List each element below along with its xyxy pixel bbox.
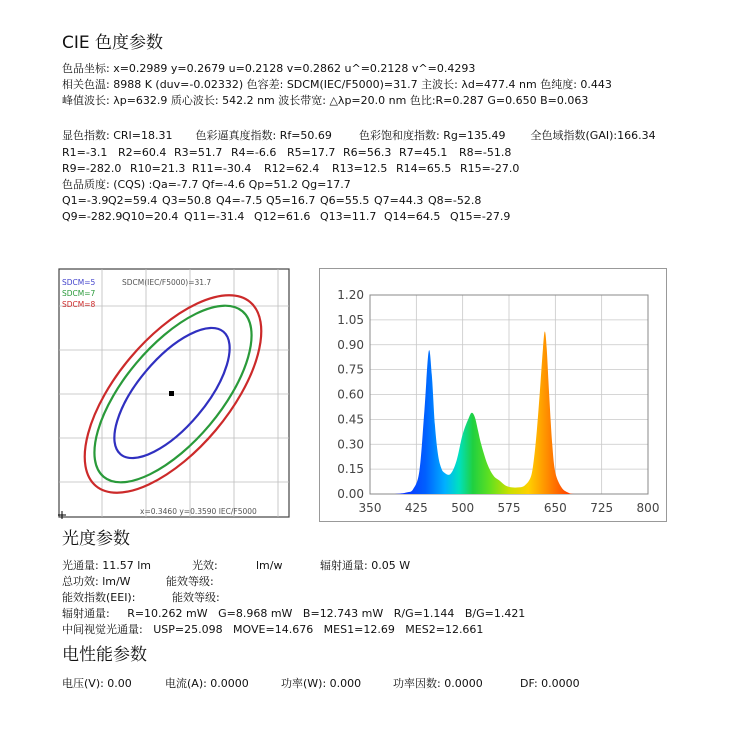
sdcm-value-label: SDCM(IEC/F5000)=31.7 [122, 278, 212, 287]
spectrum-chart-panel [319, 268, 667, 522]
df-value: DF: 0.0000 [520, 677, 580, 690]
r-value: R15=-27.0 [460, 162, 520, 175]
cie-line-2: 相关色温: 8988 K (duv=-0.02332) 色容差: SDCM(IEC/F5000)=31.7 主波长: λd=477.4 nm 色纯度: 0.443 [62, 78, 612, 91]
sdcm-ellipse-plot [58, 268, 294, 522]
y-tick-label: 0.15 [337, 462, 364, 477]
r-value: R4=-6.6 [231, 146, 277, 159]
r-value: R11=-30.4 [192, 162, 252, 175]
total-efficacy: 总功效: lm/W [62, 575, 131, 588]
cri-value: 显色指数: CRI=18.31 [62, 129, 173, 142]
q-value: Q13=11.7 [320, 210, 377, 223]
x-tick-label: 650 [543, 501, 567, 515]
y-tick-label: 0.75 [337, 362, 364, 377]
q-value: Q1=-3.9 [62, 194, 109, 207]
r-value: R1=-3.1 [62, 146, 108, 159]
spectrum-chart [320, 269, 666, 521]
x-tick-label: 800 [636, 501, 660, 515]
x-tick-label: 425 [404, 501, 428, 515]
power-value: 功率(W): 0.000 [281, 677, 362, 690]
r-value: R9=-282.0 [62, 162, 122, 175]
current-value: 电流(A): 0.0000 [165, 677, 249, 690]
x-tick-label: 725 [590, 501, 614, 515]
render-index-line [62, 128, 656, 144]
r-value: R10=21.3 [130, 162, 186, 175]
x-tick-label: 575 [497, 501, 521, 515]
y-tick-label: 1.20 [337, 288, 364, 302]
r-value: R12=62.4 [264, 162, 320, 175]
q-value: Q7=44.3 [374, 194, 424, 207]
y-tick-label: 0.30 [337, 437, 364, 452]
r-value: R7=45.1 [399, 146, 448, 159]
photometric-row-1 [62, 558, 410, 574]
spectrum-y-ticks [337, 288, 364, 501]
y-tick-label: 0.90 [337, 337, 364, 352]
rf-value: 色彩逼真度指数: Rf=50.69 [195, 129, 332, 142]
efficacy-unit: lm/w [256, 559, 283, 572]
y-tick-label: 1.05 [337, 312, 364, 327]
q-value: Q15=-27.9 [450, 210, 511, 223]
q-value: Q8=-52.8 [428, 194, 482, 207]
electrical-section-title: 电性能参数 [62, 645, 147, 665]
spectrum-x-ticks [359, 501, 660, 515]
cie-line-3: 峰值波长: λp=632.9 质心波长: 542.2 nm 波长带宽: △λp=20.0 nm 色比:R=0.287 G=0.650 B=0.063 [62, 94, 589, 107]
luminous-flux: 光通量: 11.57 lm [62, 559, 151, 572]
voltage-value: 电压(V): 0.00 [62, 677, 132, 690]
q-value: Q3=50.8 [162, 194, 212, 207]
energy-grade: 能效等级: [166, 575, 214, 588]
r-value: R3=51.7 [174, 146, 223, 159]
photometric-section-title: 光度参数 [62, 529, 130, 549]
legend-sdcm-7: SDCM=7 [62, 289, 96, 298]
r-value: R2=60.4 [118, 146, 167, 159]
r-value: R13=12.5 [332, 162, 388, 175]
cie-section-title: CIE 色度参数 [62, 33, 164, 53]
efficacy-label: 光效: [192, 559, 218, 572]
q-value: Q2=59.4 [108, 194, 158, 207]
q-value: Q12=61.6 [254, 210, 311, 223]
electrical-values [62, 676, 580, 692]
r-values-row-1 [62, 145, 511, 161]
photometric-row-5: 中间视觉光通量: USP=25.098 MOVE=14.676 MES1=12.69 MES2=12.661 [62, 623, 484, 636]
ellipse-plot-footer: x=0.3460 y=0.3590 IEC/F5000 [140, 507, 257, 516]
r-value: R6=56.3 [343, 146, 392, 159]
photometric-row-2 [62, 574, 214, 590]
legend-sdcm-8: SDCM=8 [62, 300, 96, 309]
cqs-line: 色品质度: (CQS) :Qa=-7.7 Qf=-4.6 Qp=51.2 Qg=17.7 [62, 178, 351, 191]
r-values-row-2 [62, 161, 519, 177]
q-value: Q6=55.5 [320, 194, 370, 207]
q-value: Q9=-282.9 [62, 210, 123, 223]
radiant-flux: 辐射通量: 0.05 W [320, 559, 411, 572]
rg-value: 色彩饱和度指数: Rg=135.49 [359, 129, 506, 142]
cie-line-1: 色品坐标: x=0.2989 y=0.2679 u=0.2128 v=0.2862 u^=0.2128 v^=0.4293 [62, 62, 476, 75]
q-value: Q10=20.4 [122, 210, 179, 223]
chromaticity-point [169, 391, 174, 396]
y-tick-label: 0.00 [337, 487, 364, 501]
r-value: R5=17.7 [287, 146, 336, 159]
spectrum-grid [370, 295, 648, 494]
photometric-row-3 [62, 590, 220, 606]
energy-efficiency-index: 能效指数(EEI): [62, 591, 136, 604]
photometric-row-4: 辐射通量: R=10.262 mW G=8.968 mW B=12.743 mW R/G=1.144 B/G=1.421 [62, 607, 526, 620]
x-tick-label: 350 [358, 501, 382, 515]
power-factor-value: 功率因数: 0.0000 [393, 677, 483, 690]
q-values-row-2 [62, 209, 510, 225]
r-value: R8=-51.8 [459, 146, 512, 159]
q-value: Q5=16.7 [266, 194, 316, 207]
q-value: Q14=64.5 [384, 210, 441, 223]
gai-value: 全色域指数(GAI):166.34 [530, 129, 656, 142]
x-tick-label: 500 [451, 501, 475, 515]
q-value: Q11=-31.4 [184, 210, 245, 223]
q-values-row-1 [62, 193, 481, 209]
y-tick-label: 0.45 [337, 412, 364, 427]
y-tick-label: 0.60 [337, 387, 364, 402]
legend-sdcm-5: SDCM=5 [62, 278, 96, 287]
r-value: R14=65.5 [396, 162, 452, 175]
energy-grade-2: 能效等级: [172, 591, 220, 604]
q-value: Q4=-7.5 [216, 194, 263, 207]
